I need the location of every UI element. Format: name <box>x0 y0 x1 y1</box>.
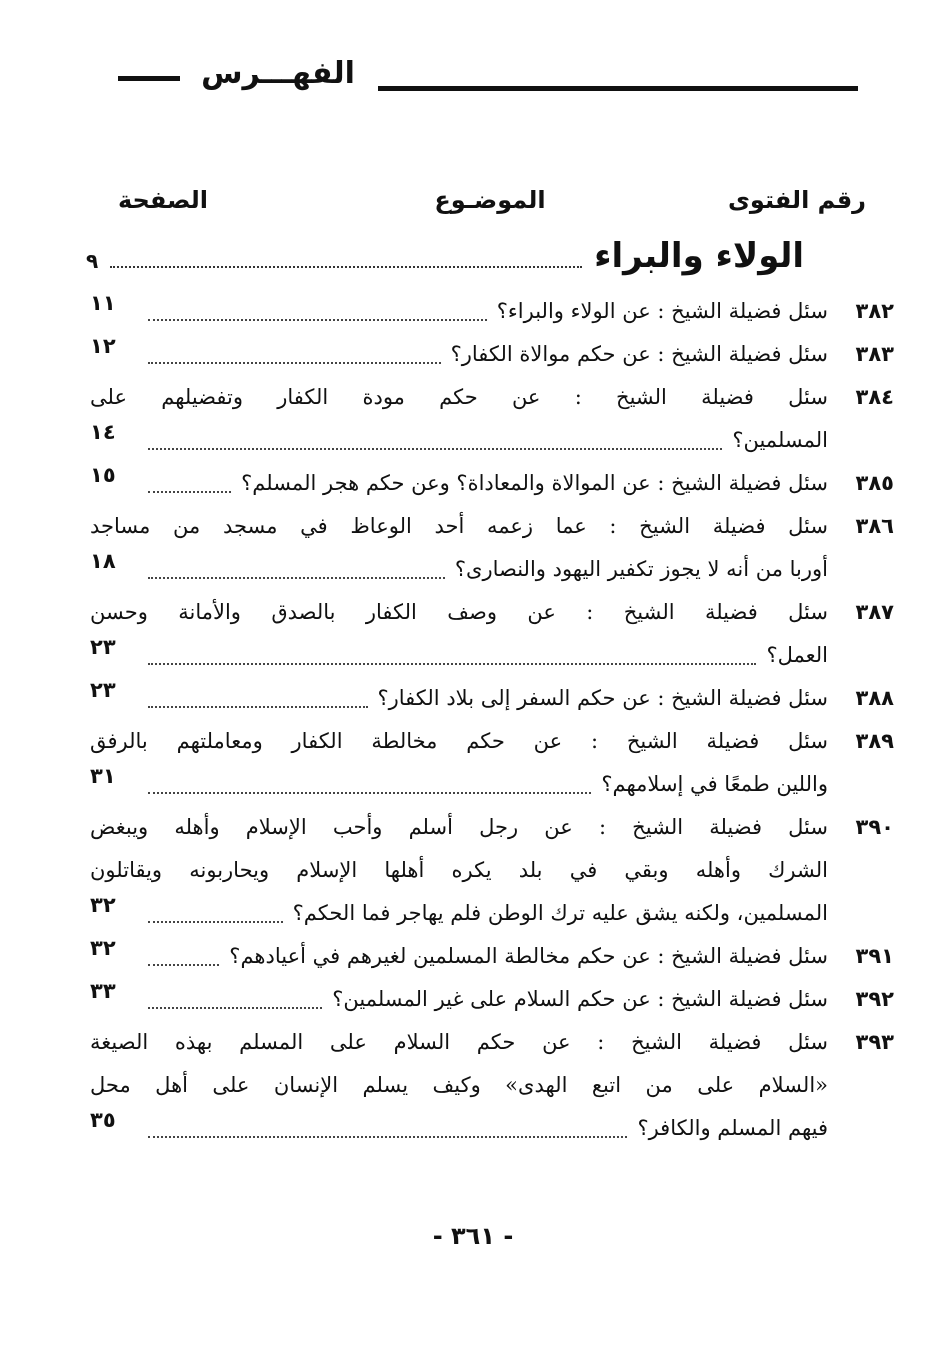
fatwa-number: ٣٨٦ <box>855 514 894 538</box>
entry-text-line: المسلمين، ولكنه يشق عليه ترك الوطن فلم يهاجر فما الحكم؟ <box>292 901 828 925</box>
entry-text-line: الشرك وأهله وبقي في بلد يكره أهلها الإسلام ويحاربونه ويقاتلون <box>90 858 828 882</box>
index-entry <box>90 505 894 591</box>
entry-text-line: العمل؟ <box>766 643 828 667</box>
header-rule-left <box>118 76 180 81</box>
entry-last-line <box>90 935 856 978</box>
entry-page-number: ٣٢ <box>90 893 116 917</box>
dot-leader <box>148 491 231 493</box>
entry-text-line: واللين طمعًا في إسلامهم؟ <box>601 772 828 796</box>
entry-page-number: ١٨ <box>90 549 116 573</box>
entry-text-line: سئل فضيلة الشيخ : عن حكم مودة الكفار وتفضيلهم على <box>90 385 828 409</box>
dot-leader <box>148 577 445 579</box>
dot-leader <box>148 706 368 708</box>
section-page-number: ٩ <box>86 249 99 273</box>
index-entries <box>90 290 894 1150</box>
entry-text-line: سئل فضيلة الشيخ : عن حكم السلام على غير المسلمين؟ <box>332 987 828 1011</box>
fatwa-number: ٣٩٢ <box>855 987 894 1011</box>
section-heading <box>84 232 804 276</box>
entry-text-line: «السلام على من اتبع الهدى» وكيف يسلم الإنسان على أهل محل <box>90 1073 828 1097</box>
entry-text-line: فيهم المسلم والكافر؟ <box>637 1116 828 1140</box>
fatwa-number: ٣٨٤ <box>855 385 894 409</box>
index-entry <box>90 978 894 1021</box>
dot-leader <box>148 921 283 923</box>
entry-last-line <box>90 333 856 376</box>
dot-leader <box>148 964 219 966</box>
entry-last-line <box>90 548 856 591</box>
entry-page-number: ١٥ <box>90 463 116 487</box>
fatwa-number: ٣٩٠ <box>855 815 894 839</box>
entry-page-number: ٢٣ <box>90 635 116 659</box>
fatwa-number: ٣٨٣ <box>855 342 894 366</box>
fatwa-number: ٣٨٩ <box>855 729 894 753</box>
index-entry <box>90 806 894 935</box>
column-header-page: الصفحة <box>118 186 209 214</box>
index-entry <box>90 935 894 978</box>
entry-page-number: ١٤ <box>90 420 116 444</box>
index-entry <box>90 677 894 720</box>
page-number: - ٣٦١ - <box>432 1222 514 1250</box>
entry-text-line: أوربا من أنه لا يجوز تكفير اليهود والنصارى؟ <box>454 557 828 581</box>
fatwa-number: ٣٨٨ <box>855 686 894 710</box>
dot-leader <box>148 663 756 665</box>
entry-text-line: سئل فضيلة الشيخ : عن رجل أسلم وأحب الإسلام وأهله ويبغض <box>90 815 828 839</box>
dot-leader <box>148 319 487 321</box>
entry-last-line <box>90 892 856 935</box>
entry-last-line <box>90 677 856 720</box>
entry-last-line <box>90 290 856 333</box>
entry-last-line <box>90 978 856 1021</box>
fatwa-number: ٣٩١ <box>855 944 894 968</box>
index-entry <box>90 376 894 462</box>
entry-page-number: ٣٥ <box>90 1108 116 1132</box>
dot-leader <box>148 448 722 450</box>
entry-last-line <box>90 763 856 806</box>
dot-leader <box>148 1007 322 1009</box>
dot-leader <box>148 362 441 364</box>
entry-last-line <box>90 419 856 462</box>
entry-page-number: ٣٣ <box>90 979 116 1003</box>
dot-leader <box>148 1136 627 1138</box>
index-entry <box>90 333 894 376</box>
section-title: الولاء والبراء <box>594 236 804 276</box>
entry-text-line: سئل فضيلة الشيخ : عن حكم مخالطة الكفار ومعاملتهم بالرفق <box>90 729 828 753</box>
entry-last-line <box>90 634 856 677</box>
fatwa-number: ٣٩٣ <box>855 1030 894 1054</box>
entry-text-line: سئل فضيلة الشيخ : عن حكم موالاة الكفار؟ <box>450 342 828 366</box>
running-title: الفهـــرس <box>201 56 355 91</box>
dot-leader <box>110 266 582 268</box>
fatwa-number: ٣٨٥ <box>855 471 894 495</box>
column-header-number: رقم الفتوى <box>727 186 866 214</box>
entry-last-line <box>90 462 856 505</box>
entry-page-number: ٣١ <box>90 764 116 788</box>
entry-text-line: المسلمين؟ <box>732 428 828 452</box>
entry-text-line: سئل فضيلة الشيخ : عما زعمه أحد الوعاظ في مسجد من مساجد <box>90 514 828 538</box>
fatwa-number: ٣٨٧ <box>855 600 894 624</box>
entry-text-line: سئل فضيلة الشيخ : عن حكم السلام على المسلم بهذه الصيغة <box>90 1030 828 1054</box>
fatwa-number: ٣٨٢ <box>855 299 894 323</box>
index-entry <box>90 1021 894 1150</box>
column-header-subject: الموضـوع <box>434 186 546 214</box>
entry-page-number: ١٢ <box>90 334 116 358</box>
dot-leader <box>148 792 591 794</box>
index-entry <box>90 462 894 505</box>
index-entry <box>90 290 894 333</box>
entry-page-number: ٢٣ <box>90 678 116 702</box>
entry-text-line: سئل فضيلة الشيخ : عن الموالاة والمعاداة؟ وعن حكم هجر المسلم؟ <box>241 471 828 495</box>
header-rule-right <box>378 86 858 91</box>
entry-text-line: سئل فضيلة الشيخ : عن الولاء والبراء؟ <box>496 299 828 323</box>
entry-page-number: ١١ <box>90 291 116 315</box>
entry-text-line: سئل فضيلة الشيخ : عن حكم مخالطة المسلمين لغيرهم في أعيادهم؟ <box>229 944 828 968</box>
entry-text-line: سئل فضيلة الشيخ : عن وصف الكفار بالصدق والأمانة وحسن <box>90 600 828 624</box>
index-entry <box>90 591 894 677</box>
entry-last-line <box>90 1107 856 1150</box>
index-entry <box>90 720 894 806</box>
entry-page-number: ٣٢ <box>90 936 116 960</box>
entry-text-line: سئل فضيلة الشيخ : عن حكم السفر إلى بلاد الكفار؟ <box>377 686 828 710</box>
